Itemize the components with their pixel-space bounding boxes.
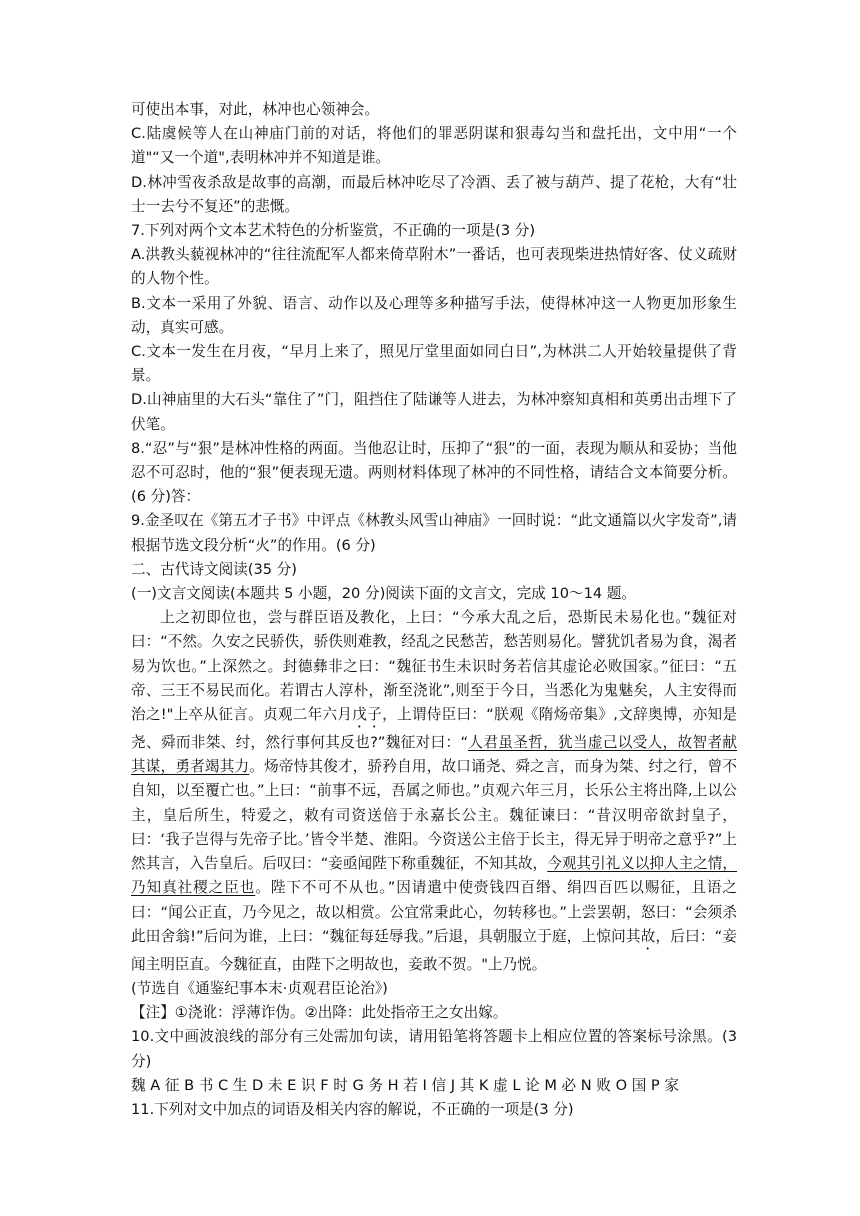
underlined-sentence: 人君虽圣哲，犹当虚己以受人，故智者献其谋，勇者竭其力 [131,734,737,776]
classical-passage [131,606,737,977]
passage-text: 。陛下不可不从也。”因请遣中使赍钱四百缗、绢四百匹以赐征，且语之曰：“闻公正直，乃今见之，故以相赏。公宜常秉此心，勿转移也。”上尝罢朝，怒曰：“会须杀此田舍翁!”后问为谁，上曰：“魏征每廷辱我。”后退，具朝服立于庭，上惊问其 [131,879,737,945]
option-d: D.林冲雪夜杀敌是故事的高潮，而最后林冲吃尽了冷酒、丢了被与葫芦、提了花枪，大有“壮士一去兮不复还”的悲慨。 [131,173,737,215]
annotation-note: 【注】①浇讹：浮薄诈伪。②出降：此处指帝王之女出嫁。 [131,1004,508,1022]
section-heading: 二、古代诗文阅读(35 分) [131,560,297,578]
question-8: 8.“忍”与“狠”是林冲性格的两面。当他忍让时，压抑了“狠”的一面，表现为顺从和妥协；当他忍不可忍时，他的“狠”便表现无遗。两则材料体现了林冲的不同性格，请结合文本简要分析。(6 分)答： [131,439,737,506]
question-11: 11.下列对文中加点的词语及相关内容的解说，不正确的一项是(3 分) [131,1100,574,1118]
question-10: 10.文中画波浪线的部分有三处需加句读，请用铅笔将答题卡上相应位置的答案标号涂黑。(3 分) [131,1028,737,1070]
question-9: 9.金圣叹在《第五才子书》中评点《林教头风雪山神庙》一回时说：“此文通篇以火字发奇”,请根据节选文段分析“火”的作用。(6 分) [131,512,737,554]
question-7-option-b: B.文本一采用了外貌、语言、动作以及心理等多种描写手法，使得林冲这一人物更加形象生动，真实可感。 [131,294,737,336]
passage-text: 上之初即位也，尝与群臣语及教化，上曰：“今承大乱之后，恐斯民未易化也。”魏征对曰：“不然。久安之民骄佚，骄佚则难教，经乱之民愁苦，愁苦则易化。譬犹饥者易为食，渴者易为饮也。”上深然之。封德彝非之曰：“魏征书生未识时务若信其虚论必败国家。”征曰：“五帝、三王不易民而化。若谓古人淳朴，渐至浇讹”,则至于今日，当悉化为鬼魅矣，人主安得而治之!"上卒从征言。贞观二年六月 [131,609,737,724]
question-7-option-c: C.文本一发生在月夜，“早月上来了，照见厅堂里面如同白日”,为林洪二人开始较量提供了背景。 [131,343,737,385]
option-c: C.陆虞候等人在山神庙门前的对话，将他们的罪恶阴谋和狠毒勾当和盘托出，文中用“一个道"“又一个道",表明林冲并不知道是谁。 [131,125,737,167]
question-7-option-a: A.洪教头藐视林冲的“往往流配军人都来倚草附木”一番话，也可表现柴进热情好客、仗义疏财的人物个性。 [131,246,737,288]
question-7: 7.下列对两个文本艺术特色的分析鉴赏，不正确的一项是(3 分) [131,222,536,240]
option-b-continued: 可使出本事，对此，林冲也心领神会。 [131,101,380,118]
passage-text: ，上谓侍臣曰：“朕观《隋炀帝集》,文辞奥博，亦知是尧、舜而非桀、纣，然行事何其反也?”魏征对曰：“ [131,706,737,752]
subsection-heading: (一)文言文阅读(本题共 5 小题，20 分)阅读下面的文言文，完成 10～14 题。 [131,585,636,603]
question-10-options: 魏 A 征 B 书 C 生 D 未 E 识 F 时 G 务 H 若 I 信 J 其 K 虚 L 论 M 必 N 败 O 国 P 家 [131,1076,679,1094]
passage-text: ，后曰：“妾闻主明臣直。今魏征直，由陛下之明故也，妾敢不贺。"上乃悦。 [131,927,737,973]
dotted-term: 故 [640,927,656,945]
passage-text: 。炀帝恃其俊才，骄矜自用，故口诵尧、舜之言，而身为桀、纣之行，曾不自知，以至覆亡也。”上曰：“前事不远，吾属之师也。”贞观六年三月，长乐公主将出降,上以公主，皇后所生，特爱之，敕有司资送倍于永嘉长公主。魏征谏曰：“昔汉明帝欲封皇子，曰：‘我子岂得与先帝子比。’皆令半楚、淮阳。今资送公主倍于长主，得无异于明帝之意乎?”上然其言，入告皇后。后叹曰：“妾亟闻陛下称重魏征，不知其故， [131,758,737,873]
question-7-option-d: D.山神庙里的大石头“靠住了”门，阻挡住了陆谦等人进去，为林冲察知真相和英勇出击埋下了伏笔。 [131,391,737,433]
document-page [131,98,737,1122]
underlined-sentence: 今观其引礼义以抑人主之情，乃知真社稷之臣也 [131,855,737,897]
dotted-term: 戊子 [352,706,383,724]
source-citation: (节选自《通鉴纪事本末·贞观君臣论治》) [131,979,388,997]
